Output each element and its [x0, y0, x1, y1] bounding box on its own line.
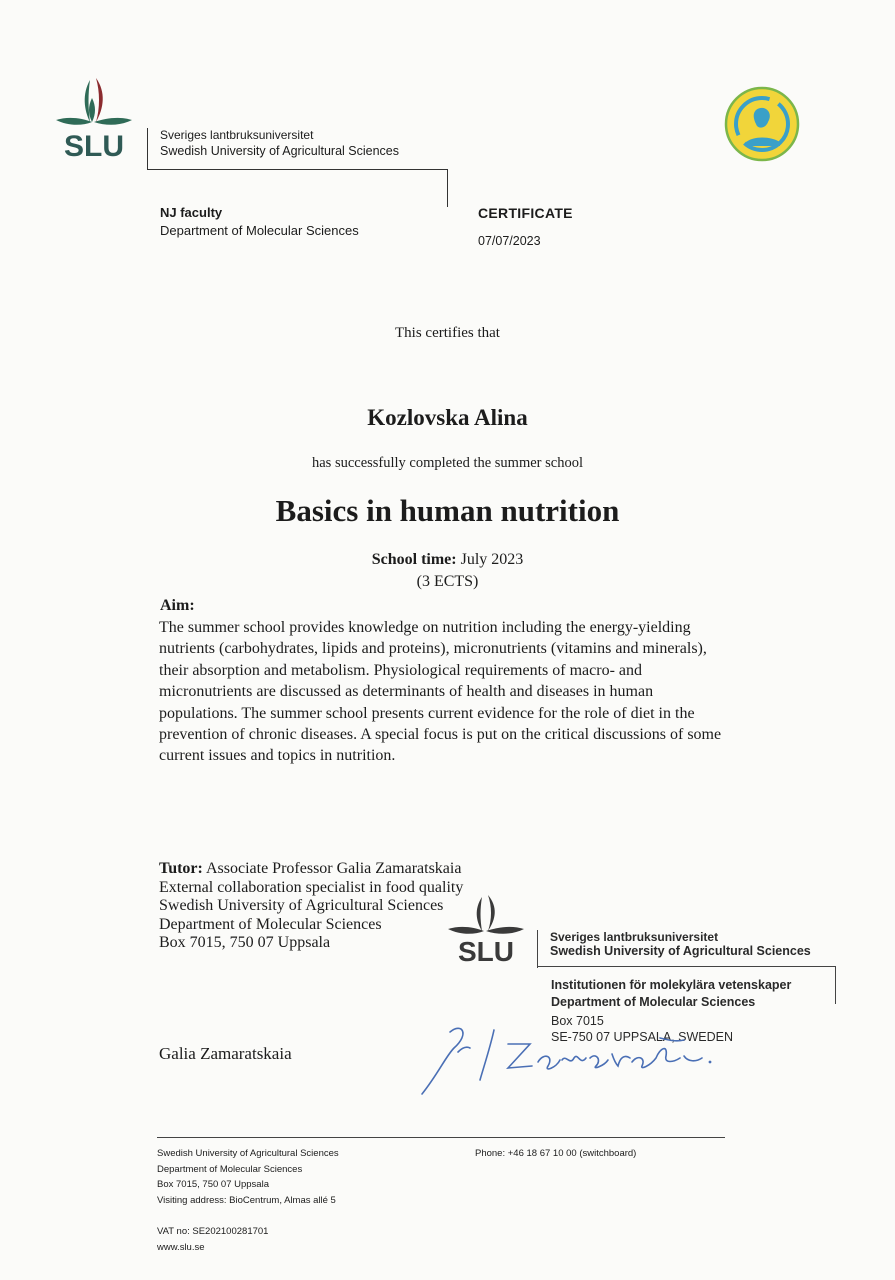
tutor-label: Tutor:	[159, 860, 203, 877]
tutor-role: External collaboration specialist in food quality	[159, 878, 464, 896]
tutor-department: Department of Molecular Sciences	[159, 915, 382, 933]
stamp-divider-horizontal	[537, 966, 835, 967]
stamp-box: Box 7015	[551, 1014, 604, 1028]
leaf-symbol-icon	[56, 78, 132, 125]
school-time-label: School time:	[371, 551, 457, 568]
footer-vat: VAT no: SE202100281701	[157, 1226, 269, 1237]
stamp-institution-swedish: Institutionen för molekylära vetenskaper	[551, 978, 792, 992]
school-time	[0, 551, 895, 569]
faculty-name: NJ faculty	[160, 205, 223, 220]
stamp-leaf-symbol-icon	[448, 895, 524, 934]
aim-label: Aim:	[160, 597, 195, 614]
footer-divider	[157, 1137, 725, 1138]
department-name: Department of Molecular Sciences	[160, 223, 359, 238]
footer-line: Department of Molecular Sciences	[157, 1163, 303, 1175]
school-time-value: July 2023	[456, 551, 524, 568]
header-divider-horizontal	[147, 169, 447, 170]
footer-phone: Phone: +46 18 67 10 00 (switchboard)	[475, 1148, 637, 1159]
footer-line: Visiting address: BioCentrum, Almas allé 5	[157, 1194, 336, 1206]
tutor-name: Associate Professor Galia Zamaratskaia	[202, 860, 462, 877]
university-name-swedish: Sveriges lantbruksuniversitet	[160, 128, 314, 142]
signer-name: Galia Zamaratskaia	[159, 1044, 292, 1063]
course-title: Basics in human nutrition	[275, 493, 620, 528]
certificate-date: 07/07/2023	[478, 234, 541, 248]
eco-certification-logo	[724, 86, 800, 162]
tutor-university: Swedish University of Agricultural Sciences	[159, 897, 444, 914]
certifies-text: This certifies that	[395, 325, 500, 341]
university-name-english: Swedish University of Agricultural Sciences	[160, 144, 399, 158]
svg-text:SLU: SLU	[64, 130, 124, 162]
credits: (3 ECTS)	[416, 573, 479, 590]
stamp-divider-vertical	[537, 930, 538, 968]
footer-address	[157, 1146, 339, 1208]
stamp-divider-vertical-right	[835, 966, 836, 1004]
handwritten-signature	[410, 1018, 730, 1098]
tutor-line	[159, 860, 579, 879]
tutor-address: Box 7015, 750 07 Uppsala	[159, 934, 331, 951]
footer-line: Box 7015, 750 07 Uppsala	[157, 1179, 269, 1190]
document-type-label: CERTIFICATE	[478, 205, 573, 221]
stamp-slu-logo	[444, 895, 528, 965]
footer-line: Swedish University of Agricultural Sciences	[157, 1148, 339, 1159]
recipient-name: Kozlovska Alina	[367, 405, 528, 430]
slu-logo	[52, 72, 136, 162]
svg-text:SLU: SLU	[458, 936, 514, 965]
stamp-department-english: Department of Molecular Sciences	[551, 995, 756, 1009]
footer-website: www.slu.se	[157, 1241, 205, 1253]
header-divider-vertical	[147, 128, 148, 170]
footer-vat-block	[157, 1224, 268, 1255]
stamp-university-swedish: Sveriges lantbruksuniversitet	[550, 930, 719, 944]
completion-text: has successfully completed the summer school	[311, 455, 583, 471]
stamp-city: SE-750 07 UPPSALA, SWEDEN	[551, 1030, 734, 1044]
aim-paragraph: The summer school provides knowledge on nutrition including the energy-yielding nutrients (carbohydrates, lipids and proteins), micronutrients (vitamins and minerals), their absorption and metabolism. Physiological requirements of macro- and micronutrients are discussed as determinants of health and diseases in human populations. The summer school presents current evidence for the role of diet in the prevention of chronic diseases. A special focus is put on the critical discussions of some current issues and topics in nutrition.	[159, 619, 722, 765]
header-divider-vertical-right	[447, 169, 448, 207]
stamp-university-english: Swedish University of Agricultural Sciences	[550, 944, 811, 958]
